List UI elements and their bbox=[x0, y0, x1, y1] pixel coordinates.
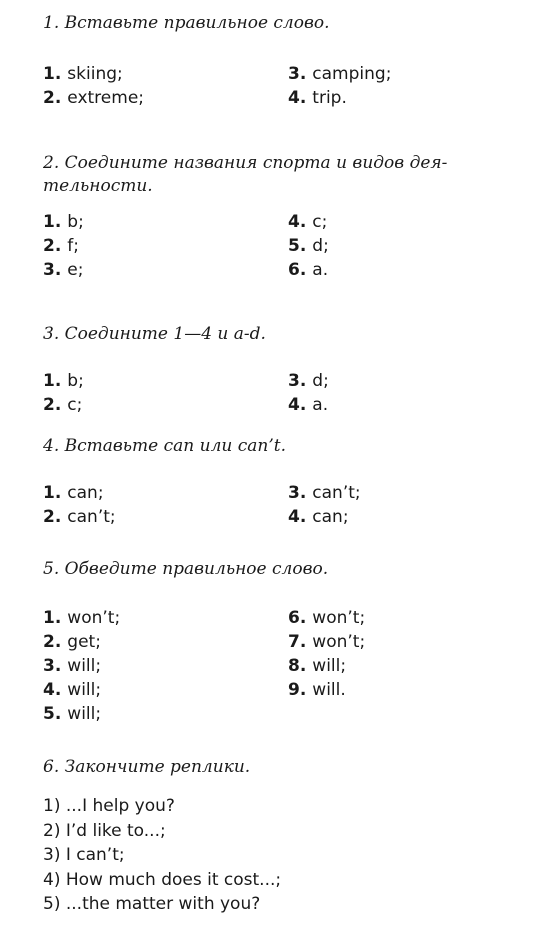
answer-text: camping; bbox=[312, 64, 392, 84]
answer-number: 4. bbox=[288, 507, 307, 527]
answer-number: 5. bbox=[288, 236, 307, 256]
answer-item bbox=[288, 86, 523, 110]
answer-text: skiing; bbox=[67, 64, 123, 84]
section-4-answers bbox=[43, 481, 523, 529]
answer-number: 1. bbox=[43, 483, 62, 503]
answer-line: 5) ...the matter with you? bbox=[43, 894, 261, 914]
answer-text: can’t; bbox=[312, 483, 361, 503]
answer-item bbox=[288, 678, 523, 702]
answer-item bbox=[288, 234, 523, 258]
answer-item bbox=[43, 654, 288, 678]
section-2-heading: 2. Соедините названия спорта и видов дея-тельности. bbox=[43, 153, 448, 196]
answer-number: 1. bbox=[43, 212, 62, 232]
answer-item bbox=[43, 210, 288, 234]
answer-number: 4. bbox=[288, 212, 307, 232]
answer-text: f; bbox=[67, 236, 80, 256]
answer-number: 4. bbox=[288, 88, 307, 108]
answer-line: 2) I’d like to...; bbox=[43, 820, 166, 841]
answer-number: 3. bbox=[288, 371, 307, 391]
answer-text: d; bbox=[312, 371, 329, 391]
answer-item bbox=[43, 702, 288, 726]
section-2-answers bbox=[43, 210, 523, 282]
answer-item bbox=[288, 369, 523, 393]
answer-item bbox=[288, 481, 523, 505]
section-5-heading: 5. Обведите правильное слово. bbox=[43, 559, 329, 579]
answer-number: 4. bbox=[43, 680, 62, 700]
answer-number: 3. bbox=[43, 260, 62, 280]
answer-number: 1. bbox=[43, 371, 62, 391]
answer-item bbox=[288, 393, 523, 417]
answer-item bbox=[288, 606, 523, 630]
answer-text: extreme; bbox=[67, 88, 145, 108]
section-1-answers bbox=[43, 62, 523, 110]
answer-item bbox=[288, 505, 523, 529]
answer-number: 3. bbox=[288, 483, 307, 503]
answer-number: 2. bbox=[43, 395, 62, 415]
answer-number: 6. bbox=[288, 260, 307, 280]
answer-text: a. bbox=[312, 260, 329, 280]
section-6-answers bbox=[43, 794, 523, 917]
answer-text: won’t; bbox=[67, 608, 121, 628]
answer-text: will; bbox=[67, 656, 102, 676]
section-4-heading: 4. Вставьте can или can’t. bbox=[43, 436, 287, 456]
answer-number: 8. bbox=[288, 656, 307, 676]
answer-text: b; bbox=[67, 371, 84, 391]
answer-item bbox=[43, 62, 288, 86]
answer-item bbox=[43, 630, 288, 654]
answer-text: will; bbox=[67, 704, 102, 724]
answer-text: can’t; bbox=[67, 507, 116, 527]
answer-text: will; bbox=[312, 656, 347, 676]
answer-text: b; bbox=[67, 212, 84, 232]
answer-item bbox=[43, 606, 288, 630]
answer-item bbox=[43, 234, 288, 258]
answer-line: 1) ...I help you? bbox=[43, 796, 175, 816]
answer-item bbox=[288, 654, 523, 678]
answer-item bbox=[43, 678, 288, 702]
section-6-heading: 6. Закончите реплики. bbox=[43, 757, 251, 777]
section-5-answers bbox=[43, 606, 523, 726]
answer-text: get; bbox=[67, 632, 101, 652]
answer-number: 7. bbox=[288, 632, 307, 652]
answer-number: 6. bbox=[288, 608, 307, 628]
answer-item bbox=[43, 505, 288, 529]
answer-text: won’t; bbox=[312, 632, 366, 652]
answer-text: c; bbox=[67, 395, 83, 415]
answer-item bbox=[43, 258, 288, 282]
section-1-heading: 1. Вставьте правильное слово. bbox=[43, 13, 330, 33]
answer-item bbox=[43, 369, 288, 393]
answer-text: can; bbox=[312, 507, 349, 527]
answer-line: 3) I can’t; bbox=[43, 845, 125, 865]
answer-text: will. bbox=[312, 680, 346, 700]
section-3-heading: 3. Соедините 1—4 и a-d. bbox=[43, 324, 266, 344]
answer-number: 3. bbox=[43, 656, 62, 676]
answer-item bbox=[288, 210, 523, 234]
answer-number: 5. bbox=[43, 704, 62, 724]
answer-text: won’t; bbox=[312, 608, 366, 628]
answer-number: 2. bbox=[43, 236, 62, 256]
answer-text: a. bbox=[312, 395, 329, 415]
answer-text: can; bbox=[67, 483, 104, 503]
answer-item bbox=[288, 258, 523, 282]
answer-number: 2. bbox=[43, 632, 62, 652]
answer-item bbox=[43, 481, 288, 505]
answer-text: will; bbox=[67, 680, 102, 700]
answer-text: e; bbox=[67, 260, 84, 280]
answer-number: 9. bbox=[288, 680, 307, 700]
answer-number: 2. bbox=[43, 507, 62, 527]
answer-text: trip. bbox=[312, 88, 347, 108]
answer-number: 2. bbox=[43, 88, 62, 108]
answer-text: d; bbox=[312, 236, 329, 256]
section-3-answers bbox=[43, 369, 523, 417]
answer-item bbox=[288, 62, 523, 86]
answer-number: 1. bbox=[43, 608, 62, 628]
answer-line: 4) How much does it cost...; bbox=[43, 869, 282, 890]
answer-item bbox=[288, 630, 523, 654]
answer-number: 3. bbox=[288, 64, 307, 84]
answer-item bbox=[43, 393, 288, 417]
answer-item bbox=[43, 86, 288, 110]
answer-text: c; bbox=[312, 212, 328, 232]
answer-number: 4. bbox=[288, 395, 307, 415]
answer-number: 1. bbox=[43, 64, 62, 84]
